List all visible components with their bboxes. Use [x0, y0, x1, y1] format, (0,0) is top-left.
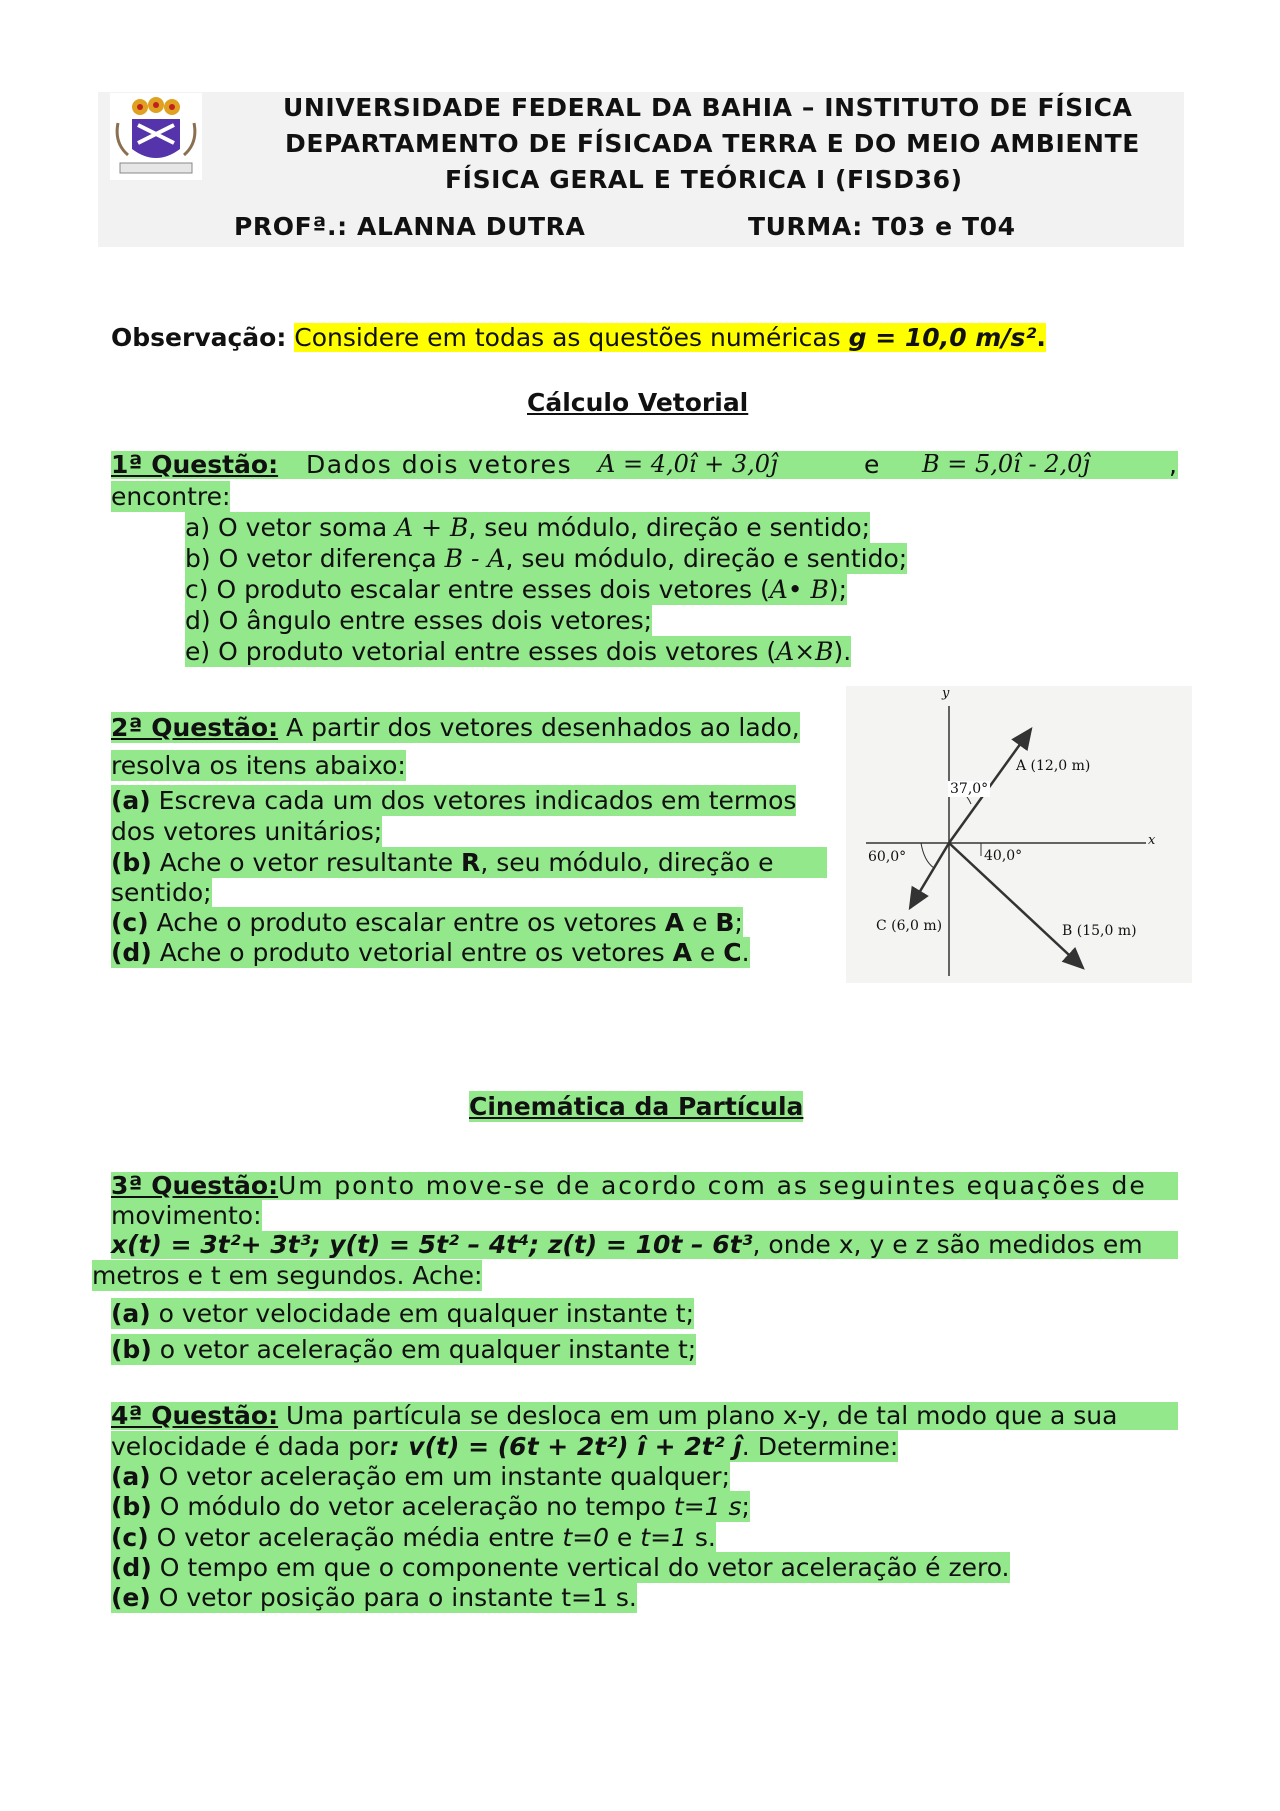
q1-label	[111, 449, 278, 480]
q2-item-d-text: Ache o produto vetorial entre os vetores	[151, 938, 673, 967]
q4-velocity-eq: : v(t) = (6t + 2t²) î + 2t² ĵ	[389, 1432, 742, 1461]
q4-item-c-label: (c)	[111, 1523, 149, 1552]
observation-text: Considere em todas as questões numéricas	[294, 323, 849, 352]
q2-item-c-label: (c)	[111, 908, 149, 937]
header-turma: TURMA: T03 e T04	[748, 212, 1016, 241]
q4-item-d	[111, 1552, 1010, 1583]
q1-item-c-pre: c) O produto escalar entre esses dois vetores (	[185, 575, 770, 604]
q2-item-d	[111, 937, 750, 968]
vector-figure	[846, 686, 1192, 983]
q2-item-c-text: Ache o produto escalar entre os vetores	[148, 908, 665, 937]
section-title-cinematica: Cinemática da Partícula	[469, 1092, 804, 1121]
q4-item-b	[111, 1491, 750, 1522]
q1-item-b-math: B - A	[444, 544, 506, 573]
header-professor: PROFª.: ALANNA DUTRA	[234, 212, 586, 241]
q1-vector-b: B = 5,0î - 2,0ĵ	[922, 450, 1090, 478]
q2-intro-line2: resolva os itens abaixo:	[111, 751, 406, 780]
q3-intro: Um ponto move-se de acordo com as seguintes equações de	[278, 1171, 1147, 1200]
observation-label: Observação:	[111, 323, 287, 352]
q2-intro: A partir dos vetores desenhados ao lado,	[278, 713, 800, 742]
q2-item-d-A: A	[672, 938, 692, 967]
q2-item-c	[111, 907, 743, 938]
q2-label: 2ª Questão:	[111, 713, 279, 742]
header-line-1: UNIVERSIDADE FEDERAL DA BAHIA – INSTITUTO DE FÍSICA	[283, 93, 1133, 122]
q4-item-c-t0: t=0	[562, 1523, 609, 1552]
q2-item-a-line2: dos vetores unitários;	[111, 817, 383, 846]
q4-item-d-label: (d)	[111, 1553, 152, 1582]
observation-value: g = 10,0 m/s²	[848, 323, 1037, 352]
q1-comma: ,	[1169, 450, 1177, 479]
q1-item-a-math: A + B	[395, 513, 469, 542]
observation-highlight	[294, 323, 1046, 352]
q4-item-a-label: (a)	[111, 1462, 151, 1491]
q3-equations-line	[111, 1229, 1143, 1260]
q2-item-b-R: R	[461, 848, 481, 877]
q4-label: 4ª Questão:	[111, 1401, 279, 1430]
q1-item-b-pre: b) O vetor diferença	[185, 544, 445, 573]
figure-angle-A: 37,0°	[950, 781, 989, 797]
q4-intro2-pre: velocidade é dada por	[111, 1432, 390, 1461]
figure-C-label: C (6,0 m)	[876, 918, 943, 934]
q3-label: 3ª Questão:	[111, 1171, 279, 1200]
q2-item-c-e: e	[684, 908, 716, 937]
observation-end: .	[1036, 323, 1046, 352]
q4-item-c-text: O vetor aceleração média entre	[148, 1523, 563, 1552]
q3-item-b	[111, 1334, 696, 1365]
q4-item-c-e: e	[608, 1523, 641, 1552]
q1-item-e-post: ).	[833, 637, 852, 666]
q4-item-c	[111, 1522, 716, 1553]
q2-item-c-A: A	[664, 908, 685, 937]
q3-item-b-label: (b)	[111, 1335, 152, 1364]
q4-item-e-label: (e)	[111, 1583, 151, 1612]
q2-item-b-text: Ache o vetor resultante	[151, 848, 462, 877]
q1-item-e-pre: e) O produto vetorial entre esses dois vetores (	[185, 637, 777, 666]
q3-equations: x(t) = 3t²+ 3t³; y(t) = 5t² – 4t⁴; z(t) = 10t – 6t³	[111, 1230, 753, 1259]
q2-item-a-text: Escreva cada um dos vetores indicados em termos	[150, 786, 797, 815]
figure-angle-C: 60,0°	[868, 849, 907, 865]
figure-x-label: x	[1148, 833, 1156, 848]
figure-y-label: y	[942, 686, 950, 701]
q2-item-c-B: B	[715, 908, 735, 937]
q1-item-d: d) O ângulo entre esses dois vetores;	[185, 606, 653, 635]
q3-item-b-text: o vetor aceleração em qualquer instante t;	[151, 1335, 697, 1364]
q4-item-a	[111, 1461, 730, 1492]
q4-item-c-t1: t=1	[640, 1523, 687, 1552]
q1-label-text: 1ª Questão:	[111, 450, 279, 479]
q3-item-a-text: o vetor velocidade em qualquer instante t;	[150, 1299, 695, 1328]
observation	[111, 322, 1046, 353]
q4-item-a-text: O vetor aceleração em um instante qualquer;	[150, 1462, 730, 1491]
q4-item-e-text: O vetor posição para o instante t=1 s.	[150, 1583, 637, 1612]
q4-item-c-end: s.	[686, 1523, 716, 1552]
q2-item-b-label: (b)	[111, 848, 152, 877]
q4-item-e	[111, 1582, 637, 1613]
q1-intro: Dados dois vetores	[306, 450, 573, 479]
q1-vector-a: A = 4,0î + 3,0ĵ	[598, 450, 778, 478]
q1-encontre: encontre:	[111, 482, 231, 511]
q1-item-a-post: , seu módulo, direção e sentido;	[468, 513, 871, 542]
q1-item-a	[185, 512, 870, 543]
q2-item-c-end: ;	[734, 908, 743, 937]
q1-item-c	[185, 574, 847, 605]
q2-intro-line1	[111, 712, 800, 743]
q3-tail: metros e t em segundos. Ache:	[92, 1261, 483, 1290]
figure-angle-B: 40,0°	[984, 848, 1023, 864]
header-line-3: FÍSICA GERAL E TEÓRICA I (FISD36)	[445, 165, 963, 194]
q3-intro-line1	[111, 1170, 278, 1201]
q3-item-a-label: (a)	[111, 1299, 151, 1328]
figure-B-label: B (15,0 m)	[1062, 923, 1137, 939]
q1-item-e-math: A×B	[776, 637, 834, 666]
q1-item-a-pre: a) O vetor soma	[185, 513, 396, 542]
q4-intro-line2	[111, 1431, 898, 1462]
q1-item-b-post: , seu módulo, direção e sentido;	[505, 544, 908, 573]
q2-item-b-line2: sentido;	[111, 878, 212, 907]
q1-item-b	[185, 543, 907, 574]
q2-item-a-label: (a)	[111, 786, 151, 815]
q1-and: e	[864, 450, 880, 479]
q4-item-b-end: ;	[741, 1492, 750, 1521]
vector-C-arrow	[910, 843, 949, 908]
q2-item-d-end: .	[741, 938, 750, 967]
q4-item-b-label: (b)	[111, 1492, 152, 1521]
q2-item-d-C: C	[723, 938, 742, 967]
q1-item-c-math: A• B	[769, 575, 829, 604]
university-logo	[110, 93, 202, 180]
q4-item-b-time: t=1 s	[673, 1492, 742, 1521]
q2-item-b-text-end: , seu módulo, direção e	[480, 848, 774, 877]
header-line-2: DEPARTAMENTO DE FÍSICADA TERRA E DO MEIO AMBIENTE	[285, 129, 1140, 158]
q2-item-d-label: (d)	[111, 938, 152, 967]
q1-item-c-post: );	[828, 575, 848, 604]
q3-item-a	[111, 1298, 694, 1329]
q4-item-d-text: O tempo em que o componente vertical do vetor aceleração é zero.	[151, 1553, 1010, 1582]
q4-intro-line1	[111, 1400, 1117, 1431]
q4-item-b-text: O módulo do vetor aceleração no tempo	[151, 1492, 674, 1521]
figure-A-label: A (12,0 m)	[1016, 758, 1091, 774]
q1-item-e	[185, 636, 851, 667]
q3-intro-line2: movimento:	[111, 1201, 262, 1230]
q2-item-a	[111, 785, 796, 816]
q4-intro: Uma partícula se desloca em um plano x-y, de tal modo que a sua	[278, 1401, 1118, 1430]
q3-equations-tail: , onde x, y e z são medidos em	[752, 1230, 1143, 1259]
q4-intro2-post: . Determine:	[741, 1432, 899, 1461]
section-title-vetorial: Cálculo Vetorial	[527, 388, 749, 417]
q2-item-d-e: e	[691, 938, 724, 967]
q2-item-b	[111, 847, 827, 878]
